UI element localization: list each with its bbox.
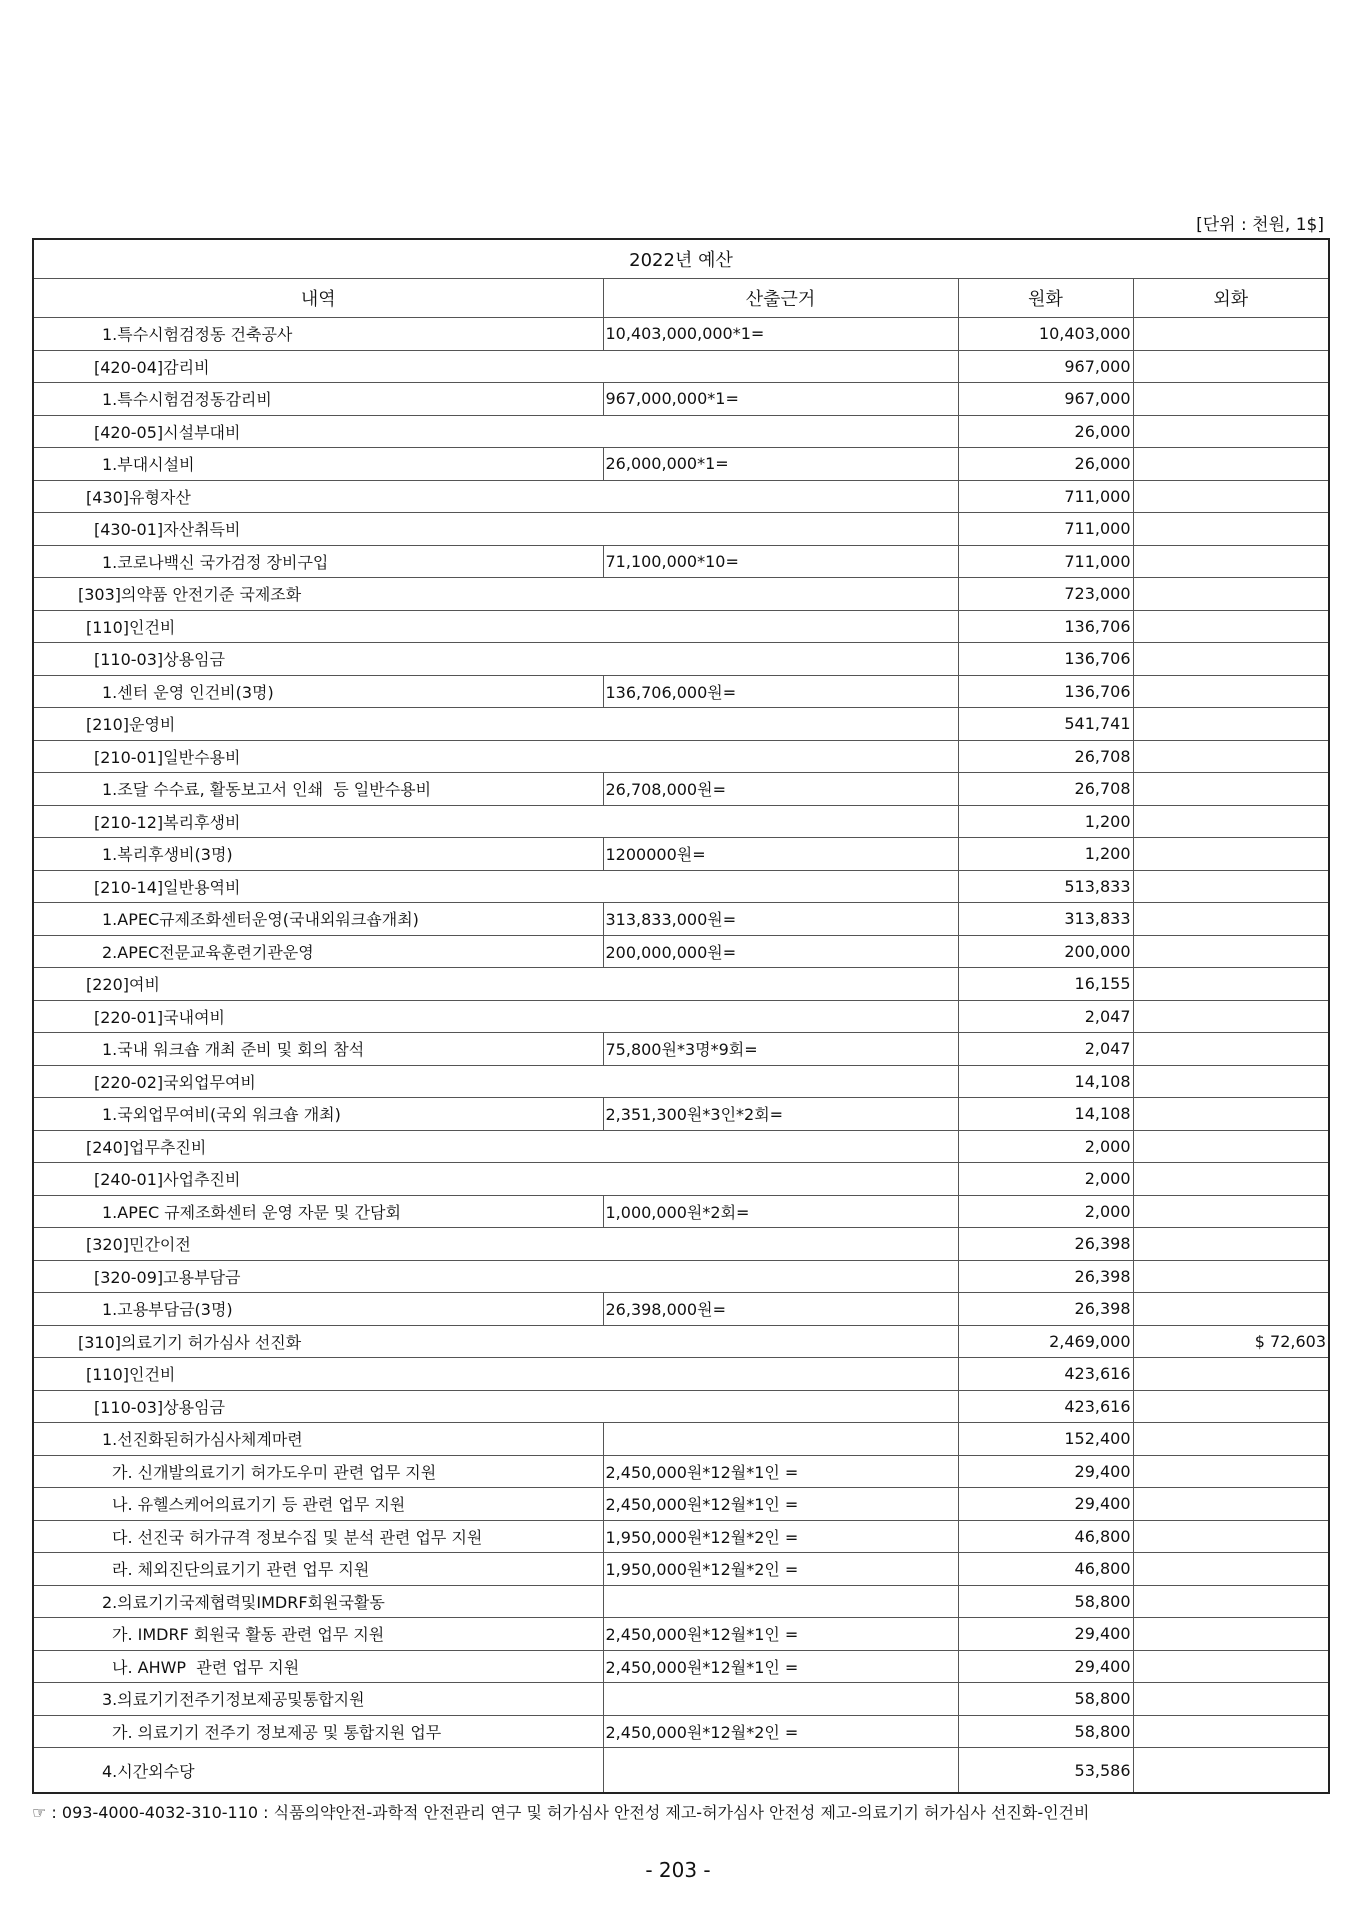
row-item: 라. 체외진단의료기기 관련 업무 지원 <box>33 1553 603 1586</box>
table-row <box>33 805 1329 838</box>
row-krw: 2,469,000 <box>958 1325 1133 1358</box>
row-krw: 711,000 <box>958 513 1133 546</box>
table-row <box>33 870 1329 903</box>
row-krw: 10,403,000 <box>958 318 1133 351</box>
row-krw: 136,706 <box>958 643 1133 676</box>
row-item: [210-14]일반용역비 <box>33 870 958 903</box>
row-krw: 46,800 <box>958 1553 1133 1586</box>
header-fx: 외화 <box>1133 279 1329 318</box>
row-item: 2.의료기기국제협력및IMDRF회원국활동 <box>33 1585 603 1618</box>
row-fx <box>1133 1715 1329 1748</box>
table-row <box>33 1390 1329 1423</box>
row-item: 1.국내 워크숍 개최 준비 및 회의 참석 <box>33 1033 603 1066</box>
row-krw: 423,616 <box>958 1390 1133 1423</box>
table-row <box>33 1293 1329 1326</box>
row-basis <box>603 1683 958 1716</box>
row-fx <box>1133 1228 1329 1261</box>
row-krw: 2,000 <box>958 1195 1133 1228</box>
row-krw: 29,400 <box>958 1618 1133 1651</box>
row-fx <box>1133 838 1329 871</box>
row-basis: 10,403,000,000*1= <box>603 318 958 351</box>
table-row <box>33 1098 1329 1131</box>
row-fx <box>1133 1130 1329 1163</box>
table-row <box>33 415 1329 448</box>
table-row <box>33 1488 1329 1521</box>
page-number: - 203 - <box>645 1858 711 1882</box>
table-row <box>33 1585 1329 1618</box>
row-item: [430]유형자산 <box>33 480 958 513</box>
row-basis: 2,450,000원*12월*1인 = <box>603 1650 958 1683</box>
row-item: 다. 선진국 허가규격 정보수집 및 분석 관련 업무 지원 <box>33 1520 603 1553</box>
row-krw: 16,155 <box>958 968 1133 1001</box>
table-row <box>33 1163 1329 1196</box>
row-basis <box>603 1585 958 1618</box>
row-item: [110-03]상용임금 <box>33 1390 958 1423</box>
row-fx <box>1133 448 1329 481</box>
row-krw: 2,047 <box>958 1033 1133 1066</box>
row-fx <box>1133 513 1329 546</box>
row-krw: 2,000 <box>958 1163 1133 1196</box>
row-item: 가. IMDRF 회원국 활동 관련 업무 지원 <box>33 1618 603 1651</box>
table-row <box>33 1260 1329 1293</box>
row-item: 1.부대시설비 <box>33 448 603 481</box>
row-basis: 2,450,000원*12월*1인 = <box>603 1455 958 1488</box>
row-krw: 711,000 <box>958 545 1133 578</box>
row-item: [303]의약품 안전기준 국제조화 <box>33 578 958 611</box>
row-basis: 26,000,000*1= <box>603 448 958 481</box>
row-krw: 2,000 <box>958 1130 1133 1163</box>
row-fx <box>1133 1000 1329 1033</box>
row-item: [430-01]자산취득비 <box>33 513 958 546</box>
table-row <box>33 513 1329 546</box>
row-item: 가. 의료기기 전주기 정보제공 및 통합지원 업무 <box>33 1715 603 1748</box>
row-fx <box>1133 1163 1329 1196</box>
row-krw: 14,108 <box>958 1098 1133 1131</box>
row-fx <box>1133 1195 1329 1228</box>
row-fx <box>1133 545 1329 578</box>
row-krw: 26,708 <box>958 773 1133 806</box>
row-item: 1.APEC 규제조화센터 운영 자문 및 간담회 <box>33 1195 603 1228</box>
row-basis <box>603 1423 958 1456</box>
row-basis: 136,706,000원= <box>603 675 958 708</box>
row-fx <box>1133 740 1329 773</box>
row-fx <box>1133 1520 1329 1553</box>
row-item: 2.APEC전문교육훈련기관운영 <box>33 935 603 968</box>
table-row <box>33 643 1329 676</box>
row-krw: 53,586 <box>958 1748 1133 1794</box>
row-fx <box>1133 1585 1329 1618</box>
budget-table <box>32 238 1330 1794</box>
row-item: [210-12]복리후생비 <box>33 805 958 838</box>
table-row <box>33 578 1329 611</box>
row-item: 4.시간외수당 <box>33 1748 603 1794</box>
header-krw: 원화 <box>958 279 1133 318</box>
table-row <box>33 1358 1329 1391</box>
table-row <box>33 1455 1329 1488</box>
row-item: 1.복리후생비(3명) <box>33 838 603 871</box>
row-basis: 313,833,000원= <box>603 903 958 936</box>
row-krw: 152,400 <box>958 1423 1133 1456</box>
row-basis: 26,398,000원= <box>603 1293 958 1326</box>
row-fx <box>1133 903 1329 936</box>
row-krw: 46,800 <box>958 1520 1133 1553</box>
table-row <box>33 1553 1329 1586</box>
row-item: [220]여비 <box>33 968 958 1001</box>
row-fx <box>1133 1293 1329 1326</box>
row-fx <box>1133 578 1329 611</box>
row-fx <box>1133 1650 1329 1683</box>
row-item: 1.APEC규제조화센터운영(국내외워크숍개최) <box>33 903 603 936</box>
row-fx <box>1133 805 1329 838</box>
row-fx <box>1133 1390 1329 1423</box>
row-item: 1.코로나백신 국가검정 장비구입 <box>33 545 603 578</box>
row-fx <box>1133 1098 1329 1131</box>
row-item: 1.조달 수수료, 활동보고서 인쇄 등 일반수용비 <box>33 773 603 806</box>
table-row <box>33 1748 1329 1794</box>
table-row <box>33 480 1329 513</box>
row-item: [240-01]사업추진비 <box>33 1163 958 1196</box>
row-basis: 1,000,000원*2회= <box>603 1195 958 1228</box>
row-fx <box>1133 318 1329 351</box>
row-fx <box>1133 610 1329 643</box>
row-krw: 58,800 <box>958 1715 1133 1748</box>
table-row <box>33 1065 1329 1098</box>
table-row <box>33 1228 1329 1261</box>
table-row <box>33 1423 1329 1456</box>
row-basis: 26,708,000원= <box>603 773 958 806</box>
row-fx: $ 72,603 <box>1133 1325 1329 1358</box>
row-fx <box>1133 415 1329 448</box>
unit-note: [단위 : 천원, 1$] <box>1196 215 1324 235</box>
header-basis: 산출근거 <box>603 279 958 318</box>
table-row <box>33 1325 1329 1358</box>
row-basis: 967,000,000*1= <box>603 383 958 416</box>
table-row <box>33 610 1329 643</box>
row-krw: 136,706 <box>958 610 1133 643</box>
row-krw: 26,398 <box>958 1228 1133 1261</box>
row-basis: 1,950,000원*12월*2인 = <box>603 1520 958 1553</box>
row-basis: 1200000원= <box>603 838 958 871</box>
row-item: 3.의료기기전주기정보제공및통합지원 <box>33 1683 603 1716</box>
table-row <box>33 838 1329 871</box>
row-krw: 723,000 <box>958 578 1133 611</box>
table-row <box>33 545 1329 578</box>
row-krw: 2,047 <box>958 1000 1133 1033</box>
row-fx <box>1133 350 1329 383</box>
row-krw: 541,741 <box>958 708 1133 741</box>
table-row <box>33 1683 1329 1716</box>
row-krw: 26,000 <box>958 415 1133 448</box>
row-fx <box>1133 708 1329 741</box>
row-krw: 200,000 <box>958 935 1133 968</box>
row-krw: 58,800 <box>958 1585 1133 1618</box>
table-row <box>33 708 1329 741</box>
row-krw: 967,000 <box>958 383 1133 416</box>
table-row <box>33 383 1329 416</box>
row-item: [210-01]일반수용비 <box>33 740 958 773</box>
row-item: 1.국외업무여비(국외 워크숍 개최) <box>33 1098 603 1131</box>
row-fx <box>1133 1455 1329 1488</box>
table-row <box>33 675 1329 708</box>
row-krw: 29,400 <box>958 1455 1133 1488</box>
row-fx <box>1133 1033 1329 1066</box>
table-row <box>33 318 1329 351</box>
row-item: 나. AHWP 관련 업무 지원 <box>33 1650 603 1683</box>
row-item: [420-05]시설부대비 <box>33 415 958 448</box>
row-krw: 313,833 <box>958 903 1133 936</box>
row-krw: 58,800 <box>958 1683 1133 1716</box>
row-item: [110-03]상용임금 <box>33 643 958 676</box>
table-row <box>33 1650 1329 1683</box>
row-item: 1.특수시험검정동 건축공사 <box>33 318 603 351</box>
row-fx <box>1133 1618 1329 1651</box>
row-fx <box>1133 383 1329 416</box>
row-krw: 26,000 <box>958 448 1133 481</box>
row-item: [420-04]감리비 <box>33 350 958 383</box>
footnote: ☞ : 093-4000-4032-310-110 : 식품의약안전-과학적 안전관리 연구 및 허가심사 안전성 제고-허가심사 안전성 제고-의료기기 허가심사 선진화-인건비 <box>32 1803 1090 1822</box>
row-fx <box>1133 1358 1329 1391</box>
row-basis: 2,450,000원*12월*2인 = <box>603 1715 958 1748</box>
row-krw: 29,400 <box>958 1488 1133 1521</box>
table-row <box>33 1618 1329 1651</box>
row-krw: 136,706 <box>958 675 1133 708</box>
row-item: [310]의료기기 허가심사 선진화 <box>33 1325 958 1358</box>
row-fx <box>1133 1683 1329 1716</box>
row-item: 1.고용부담금(3명) <box>33 1293 603 1326</box>
row-item: 나. 유헬스케어의료기기 등 관련 업무 지원 <box>33 1488 603 1521</box>
row-krw: 26,398 <box>958 1293 1133 1326</box>
table-row <box>33 935 1329 968</box>
table-row <box>33 773 1329 806</box>
row-basis: 2,450,000원*12월*1인 = <box>603 1618 958 1651</box>
row-item: [110]인건비 <box>33 1358 958 1391</box>
table-row <box>33 350 1329 383</box>
table-title: 2022년 예산 <box>33 239 1329 279</box>
row-krw: 967,000 <box>958 350 1133 383</box>
row-item: [110]인건비 <box>33 610 958 643</box>
table-row <box>33 903 1329 936</box>
row-item: [320]민간이전 <box>33 1228 958 1261</box>
row-fx <box>1133 480 1329 513</box>
table-title-row <box>33 239 1329 279</box>
row-fx <box>1133 1260 1329 1293</box>
row-basis: 71,100,000*10= <box>603 545 958 578</box>
table-row <box>33 968 1329 1001</box>
row-krw: 26,708 <box>958 740 1133 773</box>
row-basis: 2,450,000원*12월*1인 = <box>603 1488 958 1521</box>
row-krw: 29,400 <box>958 1650 1133 1683</box>
row-fx <box>1133 1553 1329 1586</box>
table-row <box>33 1000 1329 1033</box>
table-row <box>33 1195 1329 1228</box>
row-item: [210]운영비 <box>33 708 958 741</box>
table-row <box>33 1520 1329 1553</box>
row-fx <box>1133 773 1329 806</box>
row-basis: 2,351,300원*3인*2회= <box>603 1098 958 1131</box>
row-item: 1.센터 운영 인건비(3명) <box>33 675 603 708</box>
row-krw: 423,616 <box>958 1358 1133 1391</box>
row-krw: 1,200 <box>958 838 1133 871</box>
row-fx <box>1133 935 1329 968</box>
row-fx <box>1133 643 1329 676</box>
row-fx <box>1133 1748 1329 1794</box>
table-row <box>33 1033 1329 1066</box>
row-item: 1.선진화된허가심사체계마련 <box>33 1423 603 1456</box>
row-item: [220-01]국내여비 <box>33 1000 958 1033</box>
table-header-row <box>33 279 1329 318</box>
table-row <box>33 1715 1329 1748</box>
row-item: 가. 신개발의료기기 허가도우미 관련 업무 지원 <box>33 1455 603 1488</box>
row-basis <box>603 1748 958 1794</box>
row-krw: 1,200 <box>958 805 1133 838</box>
row-basis: 75,800원*3명*9회= <box>603 1033 958 1066</box>
row-fx <box>1133 675 1329 708</box>
row-krw: 711,000 <box>958 480 1133 513</box>
header-item: 내역 <box>33 279 603 318</box>
row-krw: 14,108 <box>958 1065 1133 1098</box>
table-row <box>33 448 1329 481</box>
row-fx <box>1133 1065 1329 1098</box>
row-krw: 26,398 <box>958 1260 1133 1293</box>
row-basis: 200,000,000원= <box>603 935 958 968</box>
row-fx <box>1133 1488 1329 1521</box>
row-item: [240]업무추진비 <box>33 1130 958 1163</box>
row-fx <box>1133 1423 1329 1456</box>
row-basis: 1,950,000원*12월*2인 = <box>603 1553 958 1586</box>
row-krw: 513,833 <box>958 870 1133 903</box>
row-fx <box>1133 870 1329 903</box>
row-fx <box>1133 968 1329 1001</box>
row-item: [220-02]국외업무여비 <box>33 1065 958 1098</box>
row-item: 1.특수시험검정동감리비 <box>33 383 603 416</box>
row-item: [320-09]고용부담금 <box>33 1260 958 1293</box>
table-row <box>33 1130 1329 1163</box>
table-row <box>33 740 1329 773</box>
